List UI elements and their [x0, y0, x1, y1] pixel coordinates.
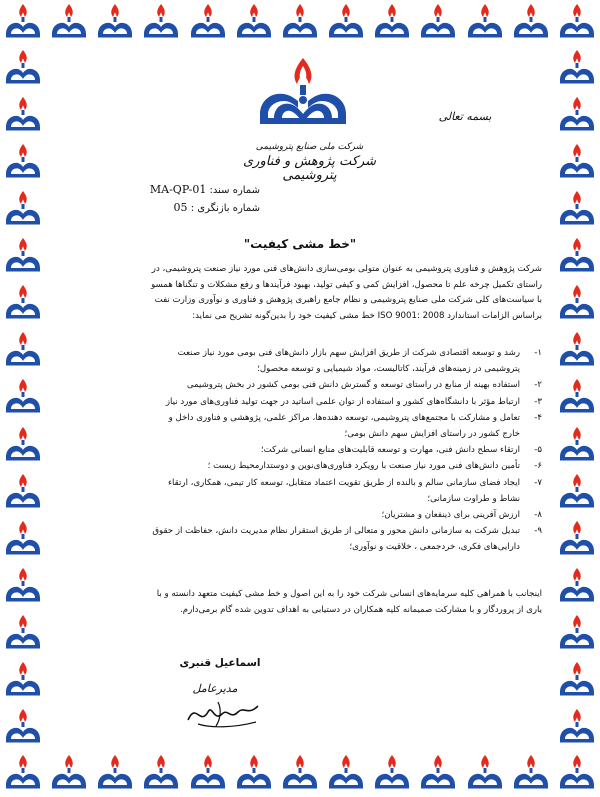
border-logo-icon	[0, 517, 46, 563]
border-logo-icon	[554, 658, 600, 704]
border-logo-icon	[185, 0, 231, 46]
item-number: ۳-	[534, 396, 542, 407]
border-logo-icon	[0, 611, 46, 657]
border-logo-icon	[554, 470, 600, 516]
item-number: ۶-	[534, 461, 542, 472]
border-logo-icon	[554, 0, 600, 46]
border-logo-icon	[369, 0, 415, 46]
item-text: استفاده بهینه از منابع در راستای توسعه و گسترش دانش فنی بومی کشور در بخش پتروشیمی	[186, 380, 520, 391]
border-logo-icon	[0, 423, 46, 469]
intro-line: شرکت پژوهش و فناوری پتروشیمی به عنوان متولی بومی‌سازی دانش‌های فنی مورد نیاز صنعت پتروشیمی، در	[151, 264, 542, 274]
border-logo-icon	[0, 281, 46, 327]
border-logo-icon	[554, 517, 600, 563]
revision-label: شماره بازنگری :	[190, 203, 260, 214]
item-number: ۱-	[534, 348, 542, 358]
intro-line: راستای تکمیل چرخه علم تا محصول، افزایش کمی و کیفی تولید، بهبود فرآیندها و رفع مشکلات و تنگناها همسو	[151, 279, 542, 290]
doc-number-row	[100, 181, 260, 199]
item-text: دارایی‌های فکری، خردجمعی ، خلاقیت و نوآوری؛	[349, 542, 520, 553]
company-full-name: شرکت پژوهش و فناوری پتروشیمی	[242, 154, 377, 183]
border-logo-icon	[231, 0, 277, 46]
doc-number-value: MA-QP-01	[149, 183, 207, 196]
border-logo-icon	[0, 564, 46, 610]
border-logo-icon	[46, 0, 92, 46]
decorative-border-right	[554, 46, 600, 751]
item-text: تعامل و مشارکت با مجتمع‌های پتروشیمی، توسعه دهنده‌ها، مراکز علمی، پژوهشی و فناوری داخل و	[168, 412, 520, 423]
closing-paragraph	[58, 586, 542, 618]
border-logo-icon	[0, 470, 46, 516]
border-logo-icon	[185, 751, 231, 797]
doc-number-label: شماره سند:	[209, 185, 260, 196]
border-logo-icon	[554, 281, 600, 327]
intro-line: براساس الزامات استاندارد ISO 9001: 2008 خط مشی کیفیت خود را بدین‌گونه تشریح می نماید:	[192, 310, 542, 321]
border-logo-icon	[0, 658, 46, 704]
policy-item	[58, 361, 542, 377]
decorative-border-bottom	[0, 751, 600, 797]
closing-line: یاری از پروردگار و با مشارکت صمیمانه کلیه همکاران در دستیابی به اهداف تدوین شده گام برمی‌دارم.	[180, 605, 542, 615]
border-logo-icon	[0, 140, 46, 186]
border-logo-icon	[0, 46, 46, 92]
border-logo-icon	[277, 751, 323, 797]
border-logo-icon	[323, 751, 369, 797]
item-text: ارتقاء سطح دانش فنی، مهارت و توسعه قابلیت‌های منابع انسانی شرکت؛	[260, 445, 520, 456]
border-logo-icon	[508, 0, 554, 46]
border-logo-icon	[554, 375, 600, 421]
border-logo-icon	[415, 751, 461, 797]
item-number: ۵-	[534, 445, 542, 456]
border-logo-icon	[415, 0, 461, 46]
border-logo-icon	[554, 564, 600, 610]
policy-items-list	[58, 345, 542, 556]
document-heading: "خط مشی کیفیت"	[243, 237, 357, 251]
item-text: خارج کشور در راستای افزایش سهم دانش بومی؛	[344, 429, 520, 440]
policy-item	[58, 345, 542, 361]
border-logo-icon	[554, 46, 600, 92]
policy-item	[58, 394, 542, 410]
border-logo-icon	[554, 187, 600, 233]
policy-item	[58, 410, 542, 426]
border-logo-icon	[138, 0, 184, 46]
border-logo-icon	[46, 751, 92, 797]
document-meta	[100, 181, 260, 217]
border-logo-icon	[0, 328, 46, 374]
company-name	[232, 140, 387, 183]
border-logo-icon	[138, 751, 184, 797]
border-logo-icon	[554, 751, 600, 797]
border-logo-icon	[0, 705, 46, 751]
item-number: ۹-	[534, 526, 542, 537]
item-number: ۸-	[534, 510, 542, 521]
border-logo-icon	[462, 751, 508, 797]
border-logo-icon	[0, 0, 46, 46]
border-logo-icon	[92, 0, 138, 46]
policy-item	[58, 475, 542, 491]
border-logo-icon	[277, 0, 323, 46]
item-number: ۴-	[534, 412, 542, 423]
policy-item	[58, 523, 542, 539]
border-logo-icon	[0, 234, 46, 280]
decorative-border-top	[0, 0, 600, 46]
border-logo-icon	[92, 751, 138, 797]
decorative-border-left	[0, 46, 46, 751]
signature-icon	[178, 692, 268, 732]
border-logo-icon	[0, 751, 46, 797]
item-number: ۷-	[534, 477, 542, 488]
company-logo-icon	[248, 52, 358, 142]
item-text: ارزش آفرینی برای ذینفعان و مشتریان؛	[381, 510, 520, 521]
revision-value: 05	[173, 201, 188, 214]
border-logo-icon	[554, 423, 600, 469]
policy-item	[58, 491, 542, 507]
item-text: نشاط و طراوت سازمانی؛	[427, 493, 520, 504]
policy-item	[58, 442, 542, 458]
policy-item	[58, 377, 542, 393]
parent-company-name: شرکت ملی صنایع پتروشیمی	[255, 142, 364, 152]
border-logo-icon	[0, 375, 46, 421]
policy-item	[58, 507, 542, 523]
border-logo-icon	[0, 93, 46, 139]
border-logo-icon	[369, 751, 415, 797]
closing-line: اینجانب با همراهی کلیه سرمایه‌های انسانی شرکت خود را به این اصول و خط مشی کیفیت متعهد دانسته و با	[156, 589, 542, 599]
border-logo-icon	[554, 140, 600, 186]
border-logo-icon	[554, 93, 600, 139]
border-logo-icon	[554, 611, 600, 657]
item-text: ایجاد فضای سازمانی سالم و بالنده از طریق تقویت اعتماد متقابل، توسعه کار تیمی، همکاری، ارتقاء	[168, 477, 520, 488]
border-logo-icon	[554, 234, 600, 280]
signer-name: اسماعیل قنبری	[179, 657, 261, 669]
border-logo-icon	[554, 705, 600, 751]
intro-paragraph	[58, 262, 542, 324]
border-logo-icon	[0, 187, 46, 233]
policy-item	[58, 426, 542, 442]
item-text: ارتباط مؤثر با دانشگاه‌های کشور و استفاده از توان علمی اساتید در جهت تولید فناوری‌های مورد نیاز	[165, 396, 520, 407]
border-logo-icon	[554, 328, 600, 374]
item-text: تبدیل شرکت به سازمانی دانش محور و متعالی از طریق استقرار نظام مدیریت دانش، حفاظت از حقوق	[152, 526, 520, 537]
signer-title: مدیرعامل	[192, 682, 238, 695]
policy-item	[58, 458, 542, 474]
border-logo-icon	[323, 0, 369, 46]
basmala: بسمه تعالی	[438, 110, 492, 123]
border-logo-icon	[508, 751, 554, 797]
item-text: تأمین دانش‌های فنی مورد نیاز صنعت با رویکرد فناوری‌های‌نوین و دوستدارمحیط زیست ؛	[207, 461, 520, 472]
item-text: پتروشیمی در زمینه‌های فرآیند، کاتالیست، مواد شیمیایی و توسعه محصول؛	[257, 364, 520, 375]
border-logo-icon	[462, 0, 508, 46]
item-text: رشد و توسعه اقتصادی شرکت از طریق افزایش سهم بازار دانش‌های فنی بومی مورد نیاز صنعت	[177, 348, 520, 358]
intro-line: با سیاست‌های کلی شرکت ملی صنایع پتروشیمی و نظام جامع راهبری پژوهش و فناوری و نوآوری وزارت نفت	[154, 295, 542, 306]
border-logo-icon	[231, 751, 277, 797]
revision-row	[100, 199, 260, 217]
policy-item	[58, 539, 542, 555]
item-number: ۲-	[534, 380, 542, 391]
